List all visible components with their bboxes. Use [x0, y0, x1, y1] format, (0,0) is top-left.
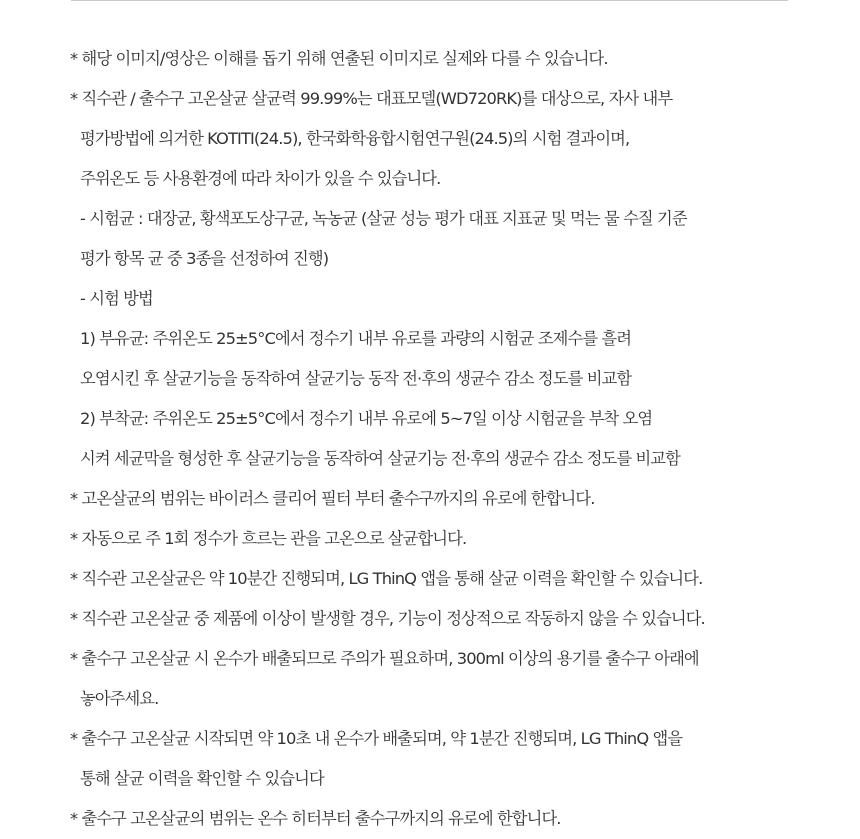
note-line-continuation: 시켜 세균막을 형성한 후 살균기능을 동작하여 살균기능 전·후의 생균수 감소 정도를 비교함 — [80, 449, 680, 468]
disclaimer-notes — [70, 39, 810, 839]
note-line-continuation: 놓아주세요. — [80, 689, 159, 708]
note-line-continuation: 평가 항목 균 중 3종을 선정하여 진행) — [80, 249, 329, 268]
note-line: * 출수구 고온살균 시작되면 약 10초 내 온수가 배출되며, 약 1분간 진행되며, LG ThinQ 앱을 — [70, 729, 683, 748]
test-method-heading: - 시험 방법 — [80, 289, 153, 308]
note-line: * 직수관 고온살균 중 제품에 이상이 발생할 경우, 기능이 정상적으로 작동하지 않을 수 있습니다. — [70, 609, 705, 628]
note-line: * 직수관 고온살균은 약 10분간 진행되며, LG ThinQ 앱을 통해 살균 이력을 확인할 수 있습니다. — [70, 569, 703, 588]
note-line-continuation: 주위온도 등 사용환경에 따라 차이가 있을 수 있습니다. — [80, 169, 441, 188]
test-bacteria-note: - 시험균 : 대장균, 황색포도상구균, 녹농균 (살균 성능 평가 대표 지표균 및 먹는 물 수질 기준 — [80, 209, 687, 228]
test-method-step: 2) 부착균: 주위온도 25±5°C에서 정수기 내부 유로에 5~7일 이상 시험균을 부착 오염 — [80, 409, 653, 428]
note-line: * 자동으로 주 1회 정수가 흐르는 관을 고온으로 살균합니다. — [70, 529, 467, 548]
top-divider — [71, 0, 788, 1]
note-line: * 출수구 고온살균 시 온수가 배출되므로 주의가 필요하며, 300ml 이상의 용기를 출수구 아래에 — [70, 649, 699, 668]
note-line-continuation: 평가방법에 의거한 KOTITI(24.5), 한국화학융합시험연구원(24.5)의 시험 결과이며, — [80, 129, 630, 148]
test-method-step: 1) 부유균: 주위온도 25±5°C에서 정수기 내부 유로를 과량의 시험균 조제수를 흘려 — [80, 329, 632, 348]
note-line-continuation: 오염시킨 후 살균기능을 동작하여 살균기능 동작 전·후의 생균수 감소 정도를 비교함 — [80, 369, 632, 388]
note-line: * 직수관 / 출수구 고온살균 살균력 99.99%는 대표모델(WD720RK)를 대상으로, 자사 내부 — [70, 89, 673, 108]
note-line-continuation: 통해 살균 이력을 확인할 수 있습니다 — [80, 769, 324, 788]
note-line: * 고온살균의 범위는 바이러스 클리어 필터 부터 출수구까지의 유로에 한합니다. — [70, 489, 595, 508]
note-line: * 해당 이미지/영상은 이해를 돕기 위해 연출된 이미지로 실제와 다를 수 있습니다. — [70, 49, 608, 68]
note-line: * 출수구 고온살균의 범위는 온수 히터부터 출수구까지의 유로에 한합니다. — [70, 809, 561, 828]
